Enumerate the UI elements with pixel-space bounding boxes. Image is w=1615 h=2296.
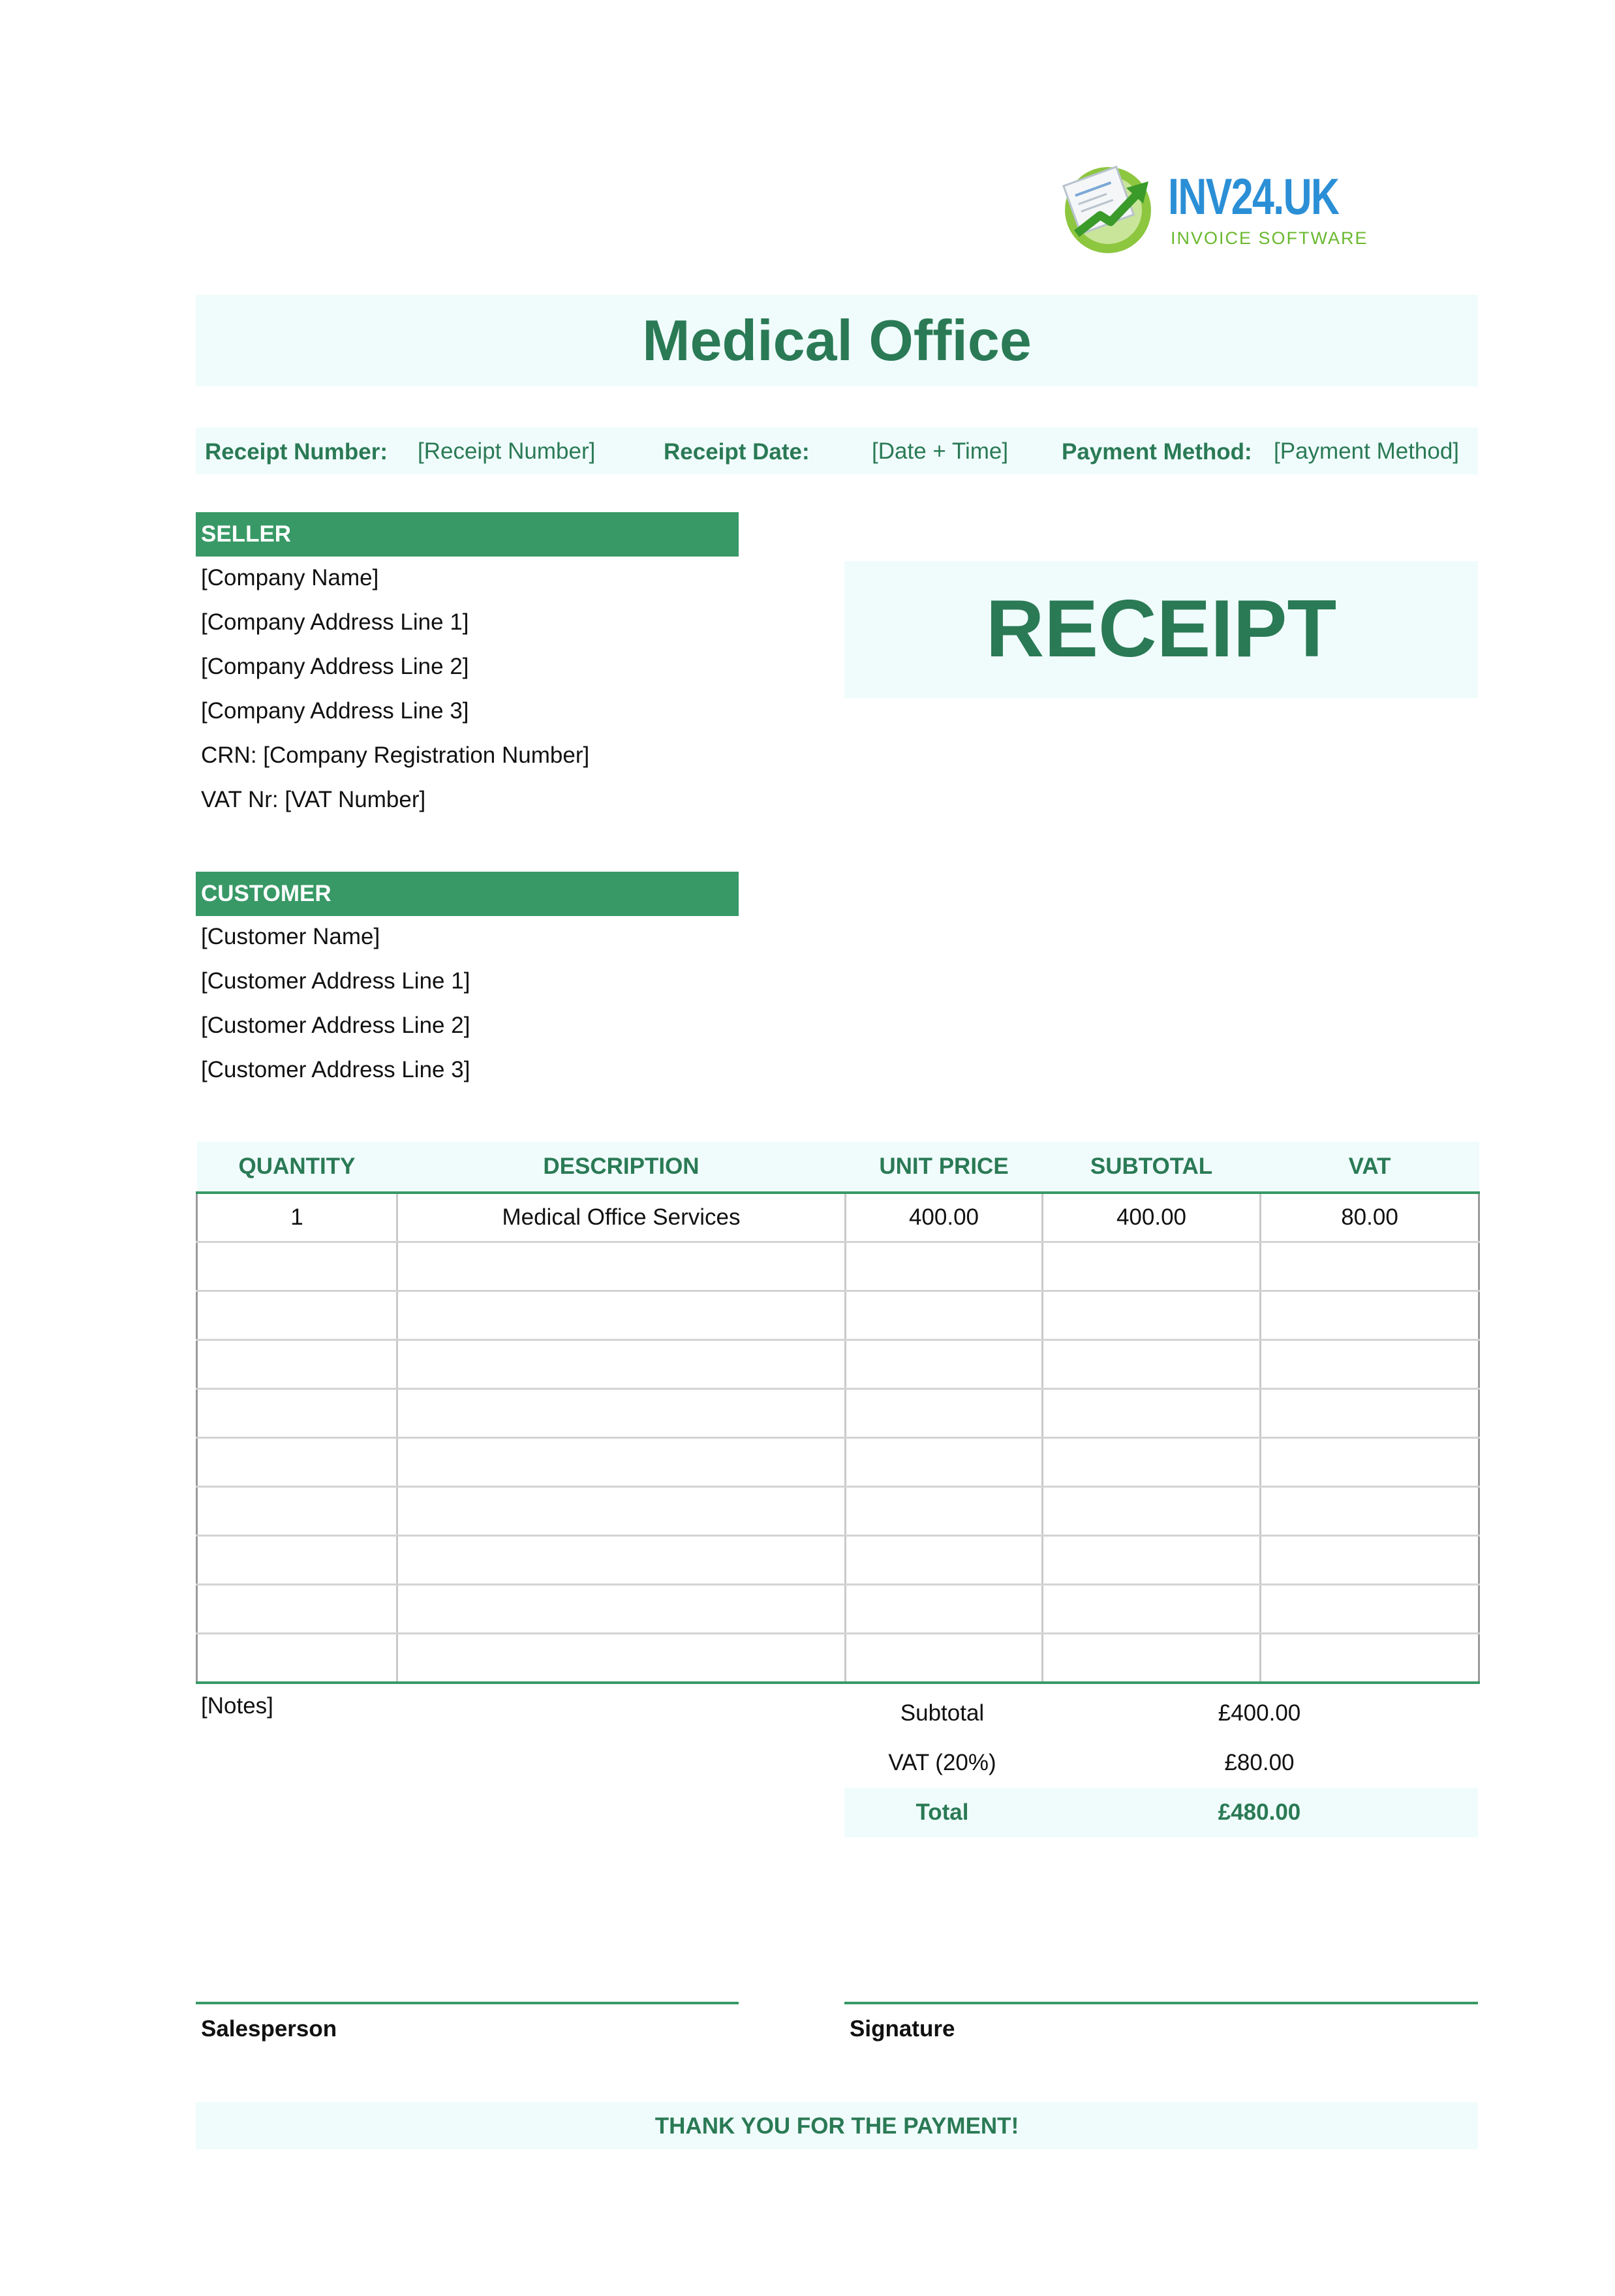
table-cell <box>846 1634 1043 1683</box>
table-cell <box>397 1438 846 1487</box>
table-row <box>197 1487 1479 1536</box>
customer-name: [Customer Name] <box>201 924 380 949</box>
table-cell <box>846 1585 1043 1634</box>
cell-description: Medical Office Services <box>397 1193 846 1242</box>
signature-label: Signature <box>850 2016 955 2042</box>
table-header-row <box>197 1142 1479 1193</box>
table-cell <box>1043 1585 1261 1634</box>
cell-unit-price: 400.00 <box>846 1193 1043 1242</box>
table-cell <box>1043 1536 1261 1585</box>
seller-vat-number: VAT Nr: [VAT Number] <box>201 787 426 812</box>
table-cell <box>1261 1536 1479 1585</box>
table-cell <box>846 1536 1043 1585</box>
table-cell <box>397 1389 846 1438</box>
vat-label: VAT (20%) <box>888 1750 996 1775</box>
seller-company-name: [Company Name] <box>201 565 379 590</box>
table-cell <box>1261 1438 1479 1487</box>
receipt-heading-box <box>844 561 1478 698</box>
table-row <box>197 1291 1479 1340</box>
table-cell <box>846 1389 1043 1438</box>
customer-address-line-3: [Customer Address Line 3] <box>201 1057 470 1082</box>
thank-you-message: THANK YOU FOR THE PAYMENT! <box>654 2113 1019 2139</box>
table-cell <box>1043 1487 1261 1536</box>
table-cell <box>1261 1487 1479 1536</box>
seller-address-line-1: [Company Address Line 1] <box>201 609 469 635</box>
receipt-number-label: Receipt Number: <box>205 439 388 465</box>
seller-address-line-3: [Company Address Line 3] <box>201 698 469 724</box>
table-row <box>197 1242 1479 1291</box>
table-row <box>197 1389 1479 1438</box>
table-cell <box>1043 1340 1261 1389</box>
column-header-description: DESCRIPTION <box>397 1142 846 1193</box>
table-cell <box>197 1634 397 1683</box>
seller-crn: CRN: [Company Registration Number] <box>201 742 590 768</box>
title-band <box>196 295 1478 386</box>
notes: [Notes] <box>201 1693 273 1719</box>
table-cell <box>1043 1438 1261 1487</box>
subtotal-value: £400.00 <box>1218 1700 1301 1726</box>
customer-address-line-2: [Customer Address Line 2] <box>201 1013 470 1038</box>
column-header-unit-price: UNIT PRICE <box>846 1142 1043 1193</box>
total-row <box>844 1788 1478 1837</box>
table-cell <box>197 1487 397 1536</box>
column-header-vat: VAT <box>1261 1142 1479 1193</box>
table-cell <box>397 1242 846 1291</box>
table-row <box>197 1536 1479 1585</box>
table-row <box>197 1340 1479 1389</box>
company-logo <box>1057 157 1370 261</box>
receipt-number-value: [Receipt Number] <box>418 438 596 464</box>
logo-icon <box>1057 157 1168 261</box>
total-label: Total <box>915 1799 969 1825</box>
table-cell <box>1043 1634 1261 1683</box>
table-cell <box>1043 1389 1261 1438</box>
table-cell <box>1043 1242 1261 1291</box>
table-cell <box>397 1487 846 1536</box>
subtotal-label: Subtotal <box>900 1700 985 1726</box>
seller-address-line-2: [Company Address Line 2] <box>201 654 469 679</box>
cell-subtotal: 400.00 <box>1043 1193 1261 1242</box>
table-cell <box>397 1340 846 1389</box>
table-cell <box>1261 1291 1479 1340</box>
cell-quantity: 1 <box>197 1193 397 1242</box>
logo-name: INV24.UK <box>1168 168 1339 225</box>
table-row <box>197 1585 1479 1634</box>
table-cell <box>846 1291 1043 1340</box>
customer-header: CUSTOMER <box>196 872 739 916</box>
table-cell <box>846 1242 1043 1291</box>
receipt-heading: RECEIPT <box>985 584 1337 674</box>
table-row <box>197 1438 1479 1487</box>
salesperson-signature-line <box>196 2002 739 2004</box>
items-table <box>196 1142 1480 1684</box>
payment-method-value: [Payment Method] <box>1274 438 1460 464</box>
table-cell <box>397 1536 846 1585</box>
table-cell <box>846 1487 1043 1536</box>
table-cell <box>197 1389 397 1438</box>
table-cell <box>1261 1585 1479 1634</box>
table-cell <box>1261 1340 1479 1389</box>
table-cell <box>846 1438 1043 1487</box>
table-cell <box>197 1291 397 1340</box>
table-cell <box>397 1585 846 1634</box>
table-cell <box>846 1340 1043 1389</box>
footer-band <box>196 2102 1478 2149</box>
total-value: £480.00 <box>1218 1799 1301 1825</box>
table-cell <box>197 1438 397 1487</box>
table-row <box>197 1634 1479 1683</box>
table-cell <box>197 1536 397 1585</box>
cell-vat: 80.00 <box>1261 1193 1479 1242</box>
salesperson-label: Salesperson <box>201 2016 337 2042</box>
document-title: Medical Office <box>642 308 1032 373</box>
table-row <box>197 1193 1479 1242</box>
payment-method-label: Payment Method: <box>1062 439 1252 465</box>
column-header-subtotal: SUBTOTAL <box>1043 1142 1261 1193</box>
table-cell <box>397 1634 846 1683</box>
table-cell <box>1261 1242 1479 1291</box>
receipt-date-label: Receipt Date: <box>664 439 810 465</box>
receipt-info-row <box>196 427 1478 474</box>
table-cell <box>1261 1634 1479 1683</box>
vat-value: £80.00 <box>1224 1750 1295 1775</box>
customer-address-line-1: [Customer Address Line 1] <box>201 968 470 994</box>
table-cell <box>1261 1389 1479 1438</box>
receipt-date-value: [Date + Time] <box>872 438 1009 464</box>
table-cell <box>197 1340 397 1389</box>
logo-tagline: INVOICE SOFTWARE <box>1171 228 1368 248</box>
table-cell <box>1043 1291 1261 1340</box>
seller-header: SELLER <box>196 512 739 557</box>
table-cell <box>197 1242 397 1291</box>
column-header-quantity: QUANTITY <box>197 1142 397 1193</box>
signature-line <box>844 2002 1478 2004</box>
table-cell <box>197 1585 397 1634</box>
table-cell <box>397 1291 846 1340</box>
